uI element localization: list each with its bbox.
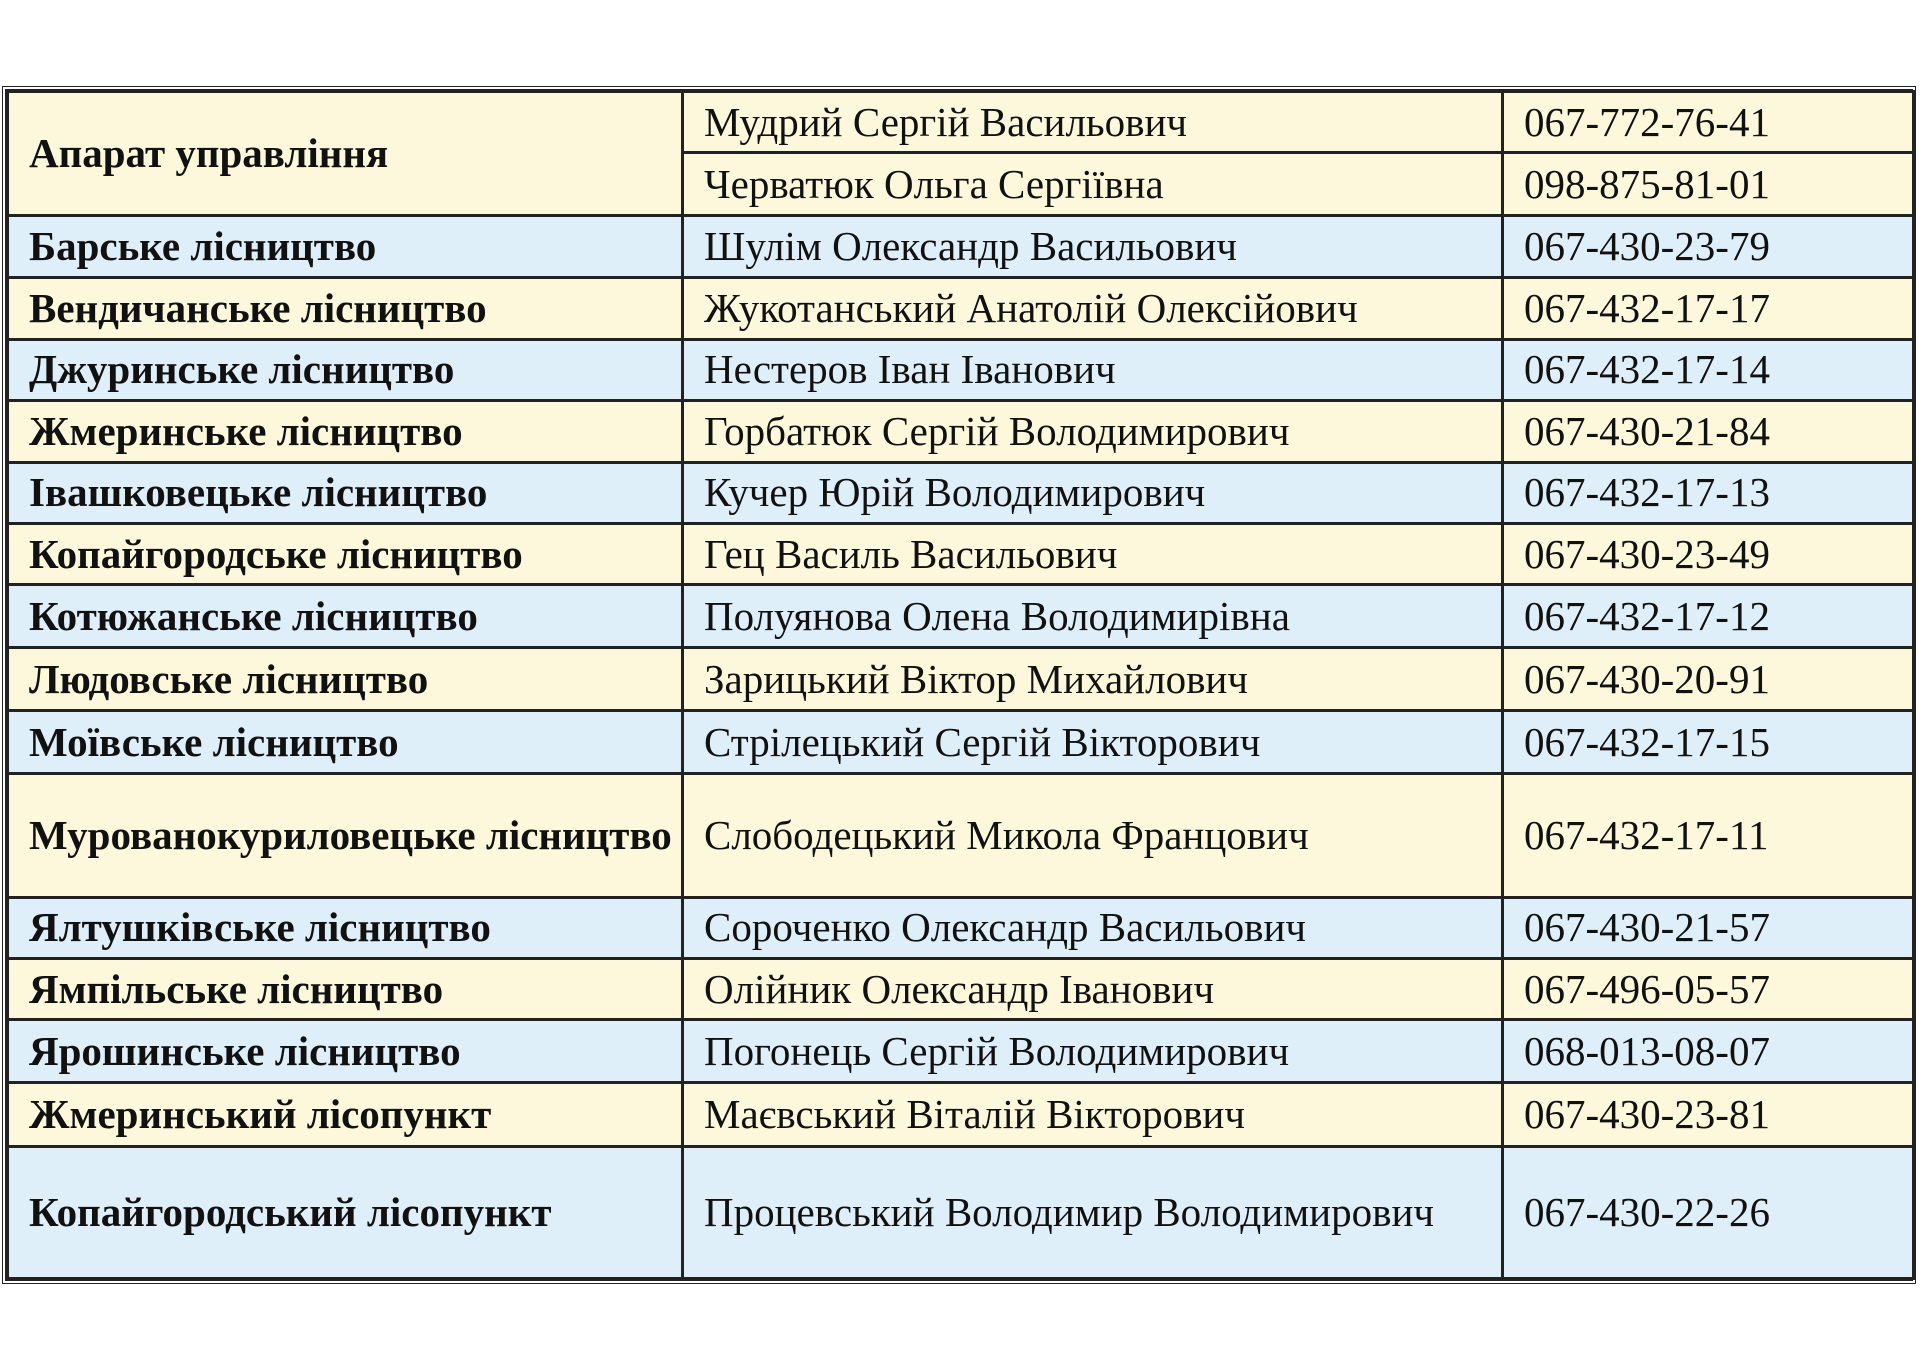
phone-number-cell: 067-432-17-12 bbox=[1503, 585, 1914, 647]
phone-number-cell: 067-430-21-57 bbox=[1503, 897, 1914, 958]
forestry-unit-cell: Копайгородський лісопункт bbox=[8, 1146, 683, 1278]
table-row bbox=[8, 711, 1914, 773]
contact-name-cell: Зарицький Віктор Михайлович bbox=[683, 647, 1503, 711]
contact-name-cell: Мудрий Сергій Васильович bbox=[683, 92, 1503, 153]
table-row bbox=[8, 92, 1914, 153]
table-row bbox=[8, 647, 1914, 711]
phone-number-cell: 067-432-17-17 bbox=[1503, 278, 1914, 339]
phone-number-cell: 068-013-08-07 bbox=[1503, 1020, 1914, 1082]
phone-number-cell: 067-432-17-14 bbox=[1503, 339, 1914, 400]
contacts-table bbox=[6, 90, 1915, 1280]
table-row bbox=[8, 278, 1914, 339]
forestry-unit-cell: Котюжанське лісництво bbox=[8, 585, 683, 647]
contact-name-cell: Нестеров Іван Іванович bbox=[683, 339, 1503, 400]
contacts-table-body bbox=[8, 92, 1914, 1279]
table-row bbox=[8, 1020, 1914, 1082]
phone-number-cell: 098-875-81-01 bbox=[1503, 153, 1914, 215]
phone-number-cell: 067-432-17-11 bbox=[1503, 773, 1914, 897]
contact-name-cell: Кучер Юрій Володимирович bbox=[683, 462, 1503, 523]
forestry-unit-cell: Моївське лісництво bbox=[8, 711, 683, 773]
table-row bbox=[8, 773, 1914, 897]
table-row bbox=[8, 339, 1914, 400]
contact-name-cell: Сороченко Олександр Васильович bbox=[683, 897, 1503, 958]
contact-name-cell: Погонець Сергій Володимирович bbox=[683, 1020, 1503, 1082]
contact-name-cell: Слободецький Микола Францович bbox=[683, 773, 1503, 897]
forestry-unit-cell: Жмеринське лісництво bbox=[8, 401, 683, 462]
phone-number-cell: 067-430-23-81 bbox=[1503, 1082, 1914, 1146]
phone-number-cell: 067-430-23-49 bbox=[1503, 523, 1914, 584]
table-row bbox=[8, 1146, 1914, 1278]
forestry-unit-cell: Апарат управління bbox=[8, 92, 683, 216]
table-row bbox=[8, 959, 1914, 1020]
contact-name-cell: Черватюк Ольга Сергіївна bbox=[683, 153, 1503, 215]
table-row bbox=[8, 585, 1914, 647]
phone-number-cell: 067-432-17-15 bbox=[1503, 711, 1914, 773]
contact-name-cell: Шулім Олександр Васильович bbox=[683, 215, 1503, 277]
forestry-unit-cell: Івашковецьке лісництво bbox=[8, 462, 683, 523]
forestry-unit-cell: Джуринське лісництво bbox=[8, 339, 683, 400]
phone-number-cell: 067-430-21-84 bbox=[1503, 401, 1914, 462]
phone-number-cell: 067-430-20-91 bbox=[1503, 647, 1914, 711]
forestry-unit-cell: Жмеринський лісопункт bbox=[8, 1082, 683, 1146]
forestry-unit-cell: Людовське лісництво bbox=[8, 647, 683, 711]
contacts-table-frame bbox=[2, 86, 1916, 1284]
forestry-unit-cell: Барське лісництво bbox=[8, 215, 683, 277]
forestry-unit-cell: Мурованокуриловецьке лісництво bbox=[8, 773, 683, 897]
contact-name-cell: Горбатюк Сергій Володимирович bbox=[683, 401, 1503, 462]
forestry-unit-cell: Ямпільське лісництво bbox=[8, 959, 683, 1020]
contact-name-cell: Олійник Олександр Іванович bbox=[683, 959, 1503, 1020]
contact-name-cell: Стрілецький Сергій Вікторович bbox=[683, 711, 1503, 773]
forestry-unit-cell: Вендичанське лісництво bbox=[8, 278, 683, 339]
contact-name-cell: Жукотанський Анатолій Олексійович bbox=[683, 278, 1503, 339]
phone-number-cell: 067-432-17-13 bbox=[1503, 462, 1914, 523]
phone-number-cell: 067-496-05-57 bbox=[1503, 959, 1914, 1020]
table-row bbox=[8, 215, 1914, 277]
table-row bbox=[8, 401, 1914, 462]
phone-number-cell: 067-430-22-26 bbox=[1503, 1146, 1914, 1278]
table-row bbox=[8, 462, 1914, 523]
contact-name-cell: Процевський Володимир Володимирович bbox=[683, 1146, 1503, 1278]
table-row bbox=[8, 897, 1914, 958]
forestry-unit-cell: Ялтушківське лісництво bbox=[8, 897, 683, 958]
forestry-unit-cell: Копайгородське лісництво bbox=[8, 523, 683, 584]
contact-name-cell: Полуянова Олена Володимирівна bbox=[683, 585, 1503, 647]
table-row bbox=[8, 523, 1914, 584]
forestry-unit-cell: Ярошинське лісництво bbox=[8, 1020, 683, 1082]
phone-number-cell: 067-772-76-41 bbox=[1503, 92, 1914, 153]
phone-number-cell: 067-430-23-79 bbox=[1503, 215, 1914, 277]
contact-name-cell: Гец Василь Васильович bbox=[683, 523, 1503, 584]
contact-name-cell: Маєвський Віталій Вікторович bbox=[683, 1082, 1503, 1146]
table-row bbox=[8, 1082, 1914, 1146]
